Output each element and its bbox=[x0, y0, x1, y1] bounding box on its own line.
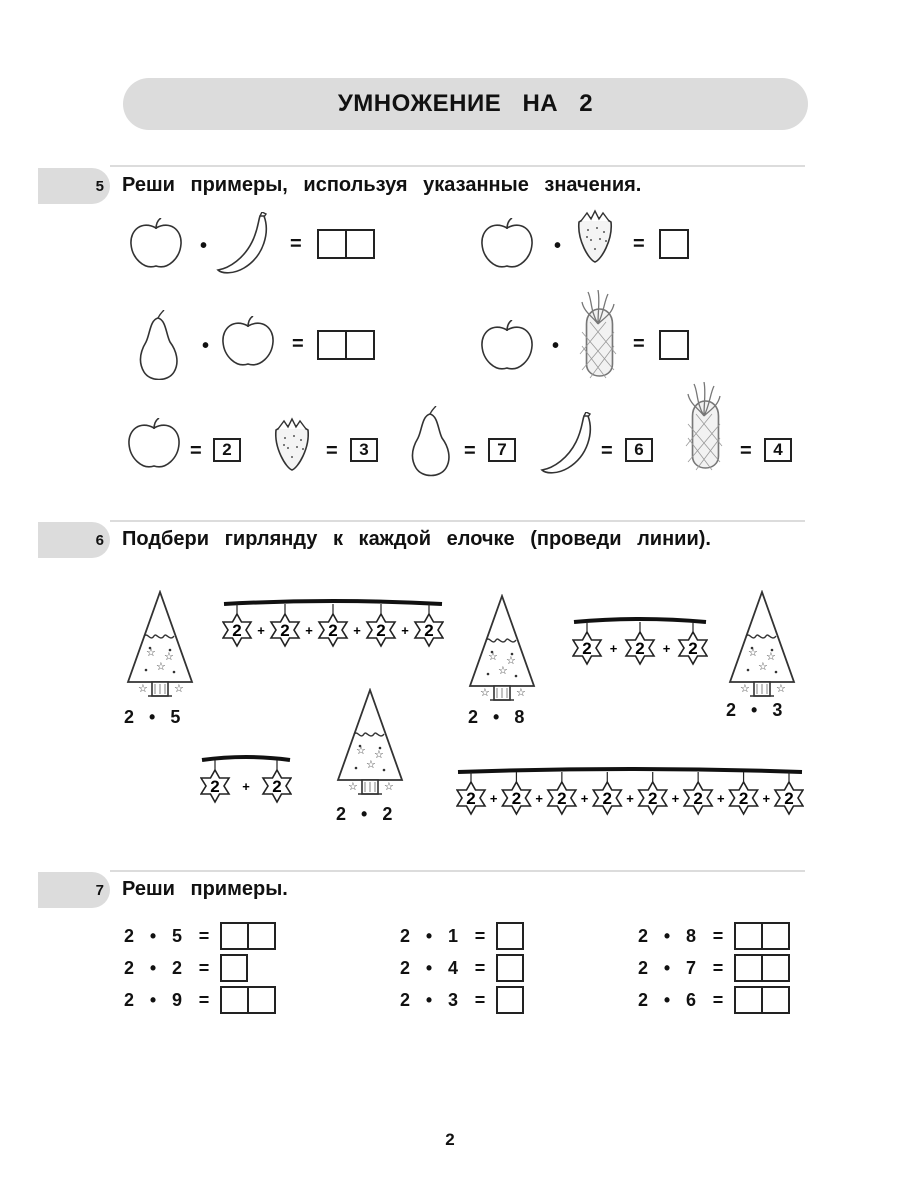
equals-symbol: = bbox=[474, 989, 486, 1010]
tree-label: 2 • 2 bbox=[336, 804, 393, 824]
equals-symbol: = bbox=[198, 957, 210, 978]
operand-a: 2 bbox=[399, 925, 410, 946]
apple-icon bbox=[220, 316, 278, 372]
apple-icon bbox=[128, 218, 186, 274]
answer-box[interactable] bbox=[220, 922, 276, 950]
times-symbol: • bbox=[149, 925, 157, 946]
equals-symbol: = bbox=[326, 440, 338, 462]
times-symbol: • bbox=[552, 335, 560, 357]
page-title-bar bbox=[123, 78, 808, 130]
plus-symbol: + bbox=[626, 791, 634, 806]
garland[interactable] bbox=[456, 764, 804, 828]
plus-symbol: + bbox=[242, 779, 250, 794]
garland-digit: 2 bbox=[511, 789, 522, 808]
page-number: 2 bbox=[445, 1130, 455, 1149]
garland-digit: 2 bbox=[466, 789, 476, 808]
answer-box[interactable] bbox=[317, 330, 375, 360]
task5-number: 5 bbox=[95, 177, 104, 195]
operand-b: 7 bbox=[685, 957, 696, 978]
tree-label: 2 • 8 bbox=[468, 707, 525, 727]
equals-symbol: = bbox=[198, 925, 210, 946]
garland[interactable] bbox=[200, 752, 292, 808]
garland-digit: 2 bbox=[557, 789, 567, 808]
example-row bbox=[118, 922, 276, 950]
equals-symbol: = bbox=[712, 957, 724, 978]
answer-box[interactable] bbox=[496, 954, 524, 982]
answer-box[interactable] bbox=[734, 986, 790, 1014]
garland-digit: 2 bbox=[647, 789, 658, 808]
times-symbol: • bbox=[663, 989, 671, 1010]
answer-box[interactable] bbox=[220, 986, 276, 1014]
page-title: УМНОЖЕНИЕ НА 2 bbox=[337, 90, 594, 117]
plus-symbol: + bbox=[401, 623, 409, 638]
operand-a: 2 bbox=[399, 957, 410, 978]
garland-digit: 2 bbox=[688, 639, 698, 658]
task7-divider bbox=[110, 870, 805, 872]
times-symbol: • bbox=[149, 989, 157, 1010]
operand-b: 6 bbox=[685, 989, 696, 1010]
value-box-banana: 6 bbox=[625, 438, 653, 462]
plus-symbol: + bbox=[762, 791, 771, 806]
operand-b: 9 bbox=[171, 989, 182, 1010]
garland-digit: 2 bbox=[693, 789, 703, 808]
value-box-apple: 2 bbox=[213, 438, 241, 462]
times-symbol: • bbox=[663, 925, 671, 946]
times-symbol: • bbox=[425, 957, 433, 978]
example-row bbox=[394, 986, 524, 1014]
christmas-tree-icon bbox=[722, 590, 804, 700]
pear-icon bbox=[408, 406, 456, 480]
garland-string bbox=[458, 769, 802, 772]
equals-symbol: = bbox=[712, 925, 724, 946]
garland-digit: 2 bbox=[602, 789, 613, 808]
answer-box[interactable] bbox=[496, 922, 524, 950]
equals-symbol: = bbox=[601, 440, 613, 462]
pear-icon bbox=[136, 310, 184, 380]
task6-instruction: Подбери гирлянду к каждой елочке (проведи линии). bbox=[122, 528, 711, 550]
garland-digit: 2 bbox=[582, 639, 592, 658]
operand-a: 2 bbox=[399, 989, 410, 1010]
task6-number: 6 bbox=[95, 531, 104, 549]
equals-symbol: = bbox=[633, 333, 645, 355]
operand-a: 2 bbox=[123, 957, 134, 978]
equals-symbol: = bbox=[198, 989, 210, 1010]
value-box-strawberry: 3 bbox=[350, 438, 378, 462]
answer-box[interactable] bbox=[317, 229, 375, 259]
task5-instruction: Реши примеры, используя указанные значения. bbox=[122, 174, 642, 196]
plus-symbol: + bbox=[609, 641, 618, 656]
garland-digit: 2 bbox=[328, 621, 338, 640]
operand-a: 2 bbox=[637, 989, 648, 1010]
times-symbol: • bbox=[554, 235, 562, 257]
answer-box[interactable] bbox=[734, 922, 790, 950]
tree-label: 2 • 5 bbox=[124, 707, 181, 727]
answer-box[interactable] bbox=[496, 986, 524, 1014]
apple-icon bbox=[479, 218, 537, 274]
task5-number-tab bbox=[38, 168, 110, 204]
equals-symbol: = bbox=[464, 440, 476, 462]
garland-digit: 2 bbox=[376, 621, 386, 640]
operand-b: 4 bbox=[447, 957, 458, 978]
equals-symbol: = bbox=[712, 989, 724, 1010]
times-symbol: • bbox=[663, 957, 671, 978]
times-symbol: • bbox=[149, 957, 157, 978]
strawberry-icon bbox=[573, 208, 617, 268]
operand-a: 2 bbox=[637, 957, 648, 978]
task7-instruction: Реши примеры. bbox=[122, 878, 288, 900]
garland[interactable] bbox=[222, 596, 444, 658]
plus-symbol: + bbox=[353, 623, 361, 638]
plus-symbol: + bbox=[535, 791, 543, 806]
operand-b: 1 bbox=[447, 925, 458, 946]
equals-symbol: = bbox=[292, 333, 304, 355]
garland-digit: 2 bbox=[210, 777, 220, 796]
pineapple-icon bbox=[574, 290, 624, 382]
plus-symbol: + bbox=[580, 791, 589, 806]
times-symbol: • bbox=[425, 989, 433, 1010]
answer-box[interactable] bbox=[220, 954, 248, 982]
garland[interactable] bbox=[572, 614, 708, 670]
task6-divider bbox=[110, 520, 805, 522]
banana-icon bbox=[540, 412, 596, 478]
plus-symbol: + bbox=[305, 623, 313, 638]
plus-symbol: + bbox=[489, 791, 498, 806]
plus-symbol: + bbox=[257, 623, 265, 638]
operand-a: 2 bbox=[637, 925, 648, 946]
times-symbol: • bbox=[425, 925, 433, 946]
garland-string bbox=[574, 619, 706, 622]
task7-number-tab bbox=[38, 872, 110, 908]
christmas-tree-icon bbox=[120, 590, 202, 700]
pineapple-icon bbox=[680, 382, 736, 482]
garland-digit: 2 bbox=[784, 789, 794, 808]
operand-a: 2 bbox=[123, 989, 134, 1010]
example-row bbox=[394, 922, 524, 950]
answer-box[interactable] bbox=[734, 954, 790, 982]
plus-symbol: + bbox=[662, 641, 671, 656]
operand-b: 5 bbox=[171, 925, 182, 946]
answer-box[interactable] bbox=[659, 330, 689, 360]
banana-icon bbox=[216, 212, 272, 278]
answer-box[interactable] bbox=[659, 229, 689, 259]
value-box-pear: 7 bbox=[488, 438, 516, 462]
christmas-tree-icon bbox=[330, 688, 412, 798]
garland-digit: 2 bbox=[272, 777, 282, 796]
garland-string bbox=[202, 757, 290, 760]
apple-icon bbox=[126, 418, 184, 474]
example-row bbox=[394, 954, 524, 982]
example-row bbox=[632, 954, 790, 982]
plus-symbol: + bbox=[717, 791, 725, 806]
equals-symbol: = bbox=[633, 233, 645, 255]
equals-symbol: = bbox=[474, 925, 486, 946]
tree-label: 2 • 3 bbox=[726, 700, 783, 720]
equals-symbol: = bbox=[190, 440, 202, 462]
task7-number: 7 bbox=[95, 881, 104, 899]
equals-symbol: = bbox=[740, 440, 752, 462]
task6-number-tab bbox=[38, 522, 110, 558]
garland-string bbox=[224, 601, 442, 604]
value-box-pineapple: 4 bbox=[764, 438, 792, 462]
example-row bbox=[632, 986, 790, 1014]
strawberry-icon bbox=[270, 416, 314, 476]
garland-digit: 2 bbox=[635, 639, 645, 658]
operand-b: 8 bbox=[685, 925, 696, 946]
garland-digit: 2 bbox=[738, 789, 749, 808]
garland-digit: 2 bbox=[232, 621, 242, 640]
operand-a: 2 bbox=[123, 925, 134, 946]
operand-b: 2 bbox=[171, 957, 182, 978]
equals-symbol: = bbox=[290, 233, 302, 255]
task5-divider bbox=[110, 165, 805, 167]
example-row bbox=[632, 922, 790, 950]
plus-symbol: + bbox=[671, 791, 680, 806]
apple-icon bbox=[479, 320, 537, 376]
garland-digit: 2 bbox=[280, 621, 290, 640]
times-symbol: • bbox=[202, 335, 210, 357]
equals-symbol: = bbox=[474, 957, 486, 978]
example-row bbox=[118, 986, 276, 1014]
times-symbol: • bbox=[200, 235, 208, 257]
operand-b: 3 bbox=[447, 989, 458, 1010]
garland-digit: 2 bbox=[424, 621, 434, 640]
example-row bbox=[118, 954, 248, 982]
christmas-tree-icon bbox=[462, 594, 544, 704]
